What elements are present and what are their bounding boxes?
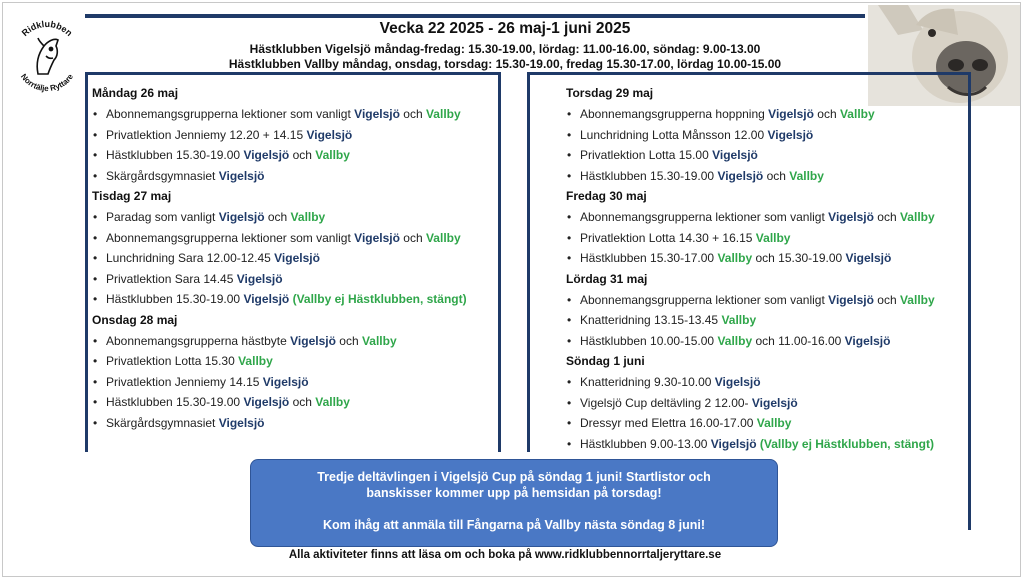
schedule-item — [92, 392, 497, 413]
location-vallby: Vallby — [315, 395, 350, 409]
location-vigelsjo: Vigelsjö — [290, 333, 336, 348]
bullet-icon: • — [567, 333, 572, 348]
left-column-left-rule — [85, 72, 88, 452]
cup-notice-box — [250, 459, 778, 547]
item-text: Paradag som vanligt — [106, 210, 219, 224]
location-vigelsjo: Vigelsjö — [243, 395, 290, 409]
item-text: Hästklubben 9.00-13.00 — [580, 436, 711, 451]
right-column-left-rule — [527, 72, 530, 452]
item-text: och — [813, 107, 840, 121]
location-vallby: Vallby — [425, 107, 461, 121]
bullet-icon: • — [93, 271, 98, 286]
item-text: Privatlektion Lotta 14.30 + 16.15 — [580, 230, 756, 245]
location-vigelsjo: Vigelsjö — [243, 148, 290, 162]
location-vigelsjo: Vigelsjö — [751, 395, 798, 410]
schedule-item — [566, 434, 966, 455]
schedule-item — [92, 248, 497, 269]
location-vigelsjo: Vigelsjö — [844, 333, 891, 348]
left-column-top-rule — [85, 72, 501, 75]
location-vigelsjo: Vigelsjö — [712, 148, 758, 162]
item-text: Privatlektion Lotta 15.30 — [106, 354, 239, 368]
location-vallby: Vallby — [717, 333, 753, 348]
location-vallby: Vallby — [755, 230, 791, 245]
left-column-right-rule — [498, 72, 501, 452]
location-vallby: Vallby — [899, 292, 935, 307]
item-text: Hästklubben 10.00-15.00 — [580, 333, 718, 348]
location-vigelsjo: Vigelsjö — [274, 251, 320, 265]
item-text: Privatlektion Jenniemy 12.20 + 14.15 — [106, 127, 307, 142]
location-vigelsjo: Vigelsjö — [845, 251, 892, 265]
item-text: Dressyr med Elettra 16.00-17.00 — [580, 416, 757, 430]
location-vallby: Vallby — [425, 230, 461, 245]
schedule-item — [566, 331, 966, 352]
location-vigelsjo: Vigelsjö — [828, 210, 874, 224]
bullet-icon: • — [567, 436, 572, 451]
bullet-icon: • — [93, 395, 98, 409]
schedule-item — [92, 104, 497, 125]
bullet-icon: • — [93, 168, 98, 183]
item-text: Hästklubben 15.30-19.00 — [106, 395, 244, 409]
item-text: Hästklubben 15.30-17.00 — [580, 251, 718, 265]
item-text: och — [873, 210, 900, 224]
location-vigelsjo: Vigelsjö — [306, 127, 353, 142]
schedule-item — [566, 290, 966, 311]
location-vallby: Vallby — [717, 251, 753, 265]
schedule-item — [92, 228, 497, 249]
location-vigelsjo: Vigelsjö — [354, 107, 400, 121]
location-vigelsjo: Vigelsjö — [354, 230, 400, 245]
schedule-item — [566, 145, 966, 166]
item-text: Hästklubben 15.30-19.00 — [106, 148, 244, 162]
schedule-item — [92, 331, 497, 352]
schedule-item — [566, 125, 966, 146]
item-text: Skärgårdsgymnasiet — [106, 168, 219, 183]
schedule-right-column — [566, 83, 966, 454]
schedule-item — [92, 207, 497, 228]
bullet-icon: • — [567, 375, 572, 389]
schedule-item — [566, 393, 966, 414]
bullet-icon: • — [93, 354, 98, 368]
location-vallby: (Vallby ej Hästklubben, stängt) — [292, 292, 467, 306]
item-text: och — [399, 230, 426, 245]
horse-head-icon — [37, 38, 58, 74]
location-vallby: Vallby — [839, 107, 875, 121]
location-vallby: Vallby — [290, 210, 326, 224]
location-vigelsjo: Vigelsjö — [767, 127, 814, 142]
item-text: och — [763, 168, 790, 183]
location-vigelsjo: Vigelsjö — [717, 168, 764, 183]
item-text: Privatlektion Sara 14.45 — [106, 271, 237, 286]
schedule-item — [566, 104, 966, 125]
bullet-icon: • — [567, 313, 572, 327]
notice-line-1: Tredje deltävlingen i Vigelsjö Cup på söndag 1 juni! Startlistor och — [317, 470, 711, 484]
item-text: Abonnemangsgrupperna hästbyte — [106, 333, 291, 348]
location-vallby: (Vallby ej Hästklubben, stängt) — [759, 436, 934, 451]
location-vigelsjo: Vigelsjö — [218, 210, 265, 224]
bullet-icon: • — [567, 210, 572, 224]
location-vallby: Vallby — [238, 354, 273, 368]
club-logo — [8, 16, 86, 94]
item-text: Abonnemangsgrupperna hoppning — [580, 107, 769, 121]
footer-website-note: Alla aktiviteter finns att läsa om och boka på www.ridklubbennorrtaljeryttare.se — [288, 549, 722, 561]
location-vallby: Vallby — [721, 313, 757, 327]
location-vallby: Vallby — [789, 168, 824, 183]
item-text: Skärgårdsgymnasiet — [106, 415, 219, 430]
bullet-icon: • — [93, 251, 98, 265]
bullet-icon: • — [93, 107, 98, 121]
top-rule — [85, 14, 865, 18]
day-heading: Måndag 26 maj — [92, 86, 179, 100]
item-text: och 15.30-19.00 — [752, 251, 846, 265]
day-heading: Tisdag 27 maj — [92, 189, 172, 203]
bullet-icon: • — [567, 148, 572, 162]
item-text: och — [335, 333, 362, 348]
location-vigelsjo: Vigelsjö — [714, 375, 761, 389]
schedule-item — [566, 413, 966, 434]
schedule-item — [566, 228, 966, 249]
item-text: och — [399, 107, 426, 121]
item-text: Abonnemangsgrupperna lektioner som vanligt — [106, 230, 355, 245]
schedule-item — [92, 351, 497, 372]
location-vigelsjo: Vigelsjö — [236, 271, 283, 286]
schedule-item — [92, 125, 497, 146]
logo-text-top: Ridklubben — [19, 18, 75, 39]
bullet-icon: • — [567, 168, 572, 183]
location-vallby: Vallby — [899, 210, 935, 224]
location-vigelsjo: Vigelsjö — [218, 415, 265, 430]
logo-text-bottom: Norrtälje Ryttare — [18, 72, 76, 94]
bullet-icon: • — [93, 292, 98, 306]
notice-line-3: Kom ihåg att anmäla till Fångarna på Vallby nästa söndag 8 juni! — [322, 518, 706, 532]
bullet-icon: • — [567, 230, 572, 245]
bullet-icon: • — [567, 292, 572, 307]
bullet-icon: • — [567, 416, 572, 430]
notice-line-2: banskisser kommer upp på hemsidan på torsdag! — [366, 486, 662, 500]
item-text: och — [289, 148, 316, 162]
location-vigelsjo: Vigelsjö — [828, 292, 874, 307]
day-heading: Söndag 1 juni — [566, 354, 645, 368]
bullet-icon: • — [93, 415, 98, 430]
schedule-item — [566, 372, 966, 393]
day-heading: Onsdag 28 maj — [92, 312, 178, 327]
bullet-icon: • — [93, 210, 98, 224]
bullet-icon: • — [93, 148, 98, 162]
bullet-icon: • — [567, 107, 572, 121]
schedule-item — [566, 310, 966, 331]
day-heading: Fredag 30 maj — [566, 189, 647, 203]
day-heading: Lördag 31 maj — [566, 271, 648, 286]
page-title: Vecka 22 2025 - 26 maj-1 juni 2025 — [379, 20, 631, 37]
location-vigelsjo: Vigelsjö — [710, 436, 757, 451]
bullet-icon: • — [567, 251, 572, 265]
day-heading: Torsdag 29 maj — [566, 86, 654, 100]
item-text: och — [289, 395, 316, 409]
item-text: och 11.00-16.00 — [752, 333, 845, 348]
item-text: Abonnemangsgrupperna lektioner som vanligt — [580, 210, 829, 224]
bullet-icon: • — [567, 127, 572, 142]
schedule-item — [566, 248, 966, 269]
item-text: Abonnemangsgrupperna lektioner som vanligt — [106, 107, 355, 121]
item-text: Privatlektion Lotta 15.00 — [580, 148, 713, 162]
schedule-item — [92, 269, 497, 290]
subtitle-vigelsjo-hours: Hästklubben Vigelsjö måndag-fredag: 15.30-19.00, lördag: 11.00-16.00, söndag: 9.00-13.00 — [249, 42, 761, 56]
schedule-item — [92, 413, 497, 434]
bullet-icon: • — [93, 374, 98, 389]
item-text: Knatteridning 9.30-10.00 — [580, 375, 715, 389]
item-text: och — [873, 292, 900, 307]
item-text: Abonnemangsgrupperna lektioner som vanligt — [580, 292, 829, 307]
item-text: Hästklubben 15.30-19.00 — [106, 292, 244, 306]
schedule-item — [92, 145, 497, 166]
schedule-left-column — [92, 83, 497, 433]
schedule-item — [566, 166, 966, 187]
right-column-top-rule — [527, 72, 971, 75]
item-text: och — [264, 210, 291, 224]
schedule-item — [92, 166, 497, 187]
item-text: Knatteridning 13.15-13.45 — [580, 313, 722, 327]
item-text: Hästklubben 15.30-19.00 — [580, 168, 718, 183]
location-vallby: Vallby — [756, 416, 792, 430]
location-vallby: Vallby — [315, 148, 350, 162]
subtitle-vallby-hours: Hästklubben Vallby måndag, onsdag, torsdag: 15.30-19.00, fredag 15.30-17.00, lördag 10.00-15.00 — [228, 57, 782, 71]
item-text: Lunchridning Lotta Månsson 12.00 — [580, 127, 768, 142]
schedule-item — [92, 372, 497, 393]
location-vigelsjo: Vigelsjö — [218, 168, 265, 183]
bullet-icon: • — [93, 127, 98, 142]
location-vigelsjo: Vigelsjö — [262, 374, 309, 389]
location-vallby: Vallby — [361, 333, 397, 348]
item-text: Vigelsjö Cup deltävling 2 12.00- — [580, 395, 752, 410]
item-text: Privatlektion Jenniemy 14.15 — [106, 374, 263, 389]
schedule-item — [92, 289, 497, 310]
bullet-icon: • — [93, 230, 98, 245]
location-vigelsjo: Vigelsjö — [243, 292, 290, 306]
location-vigelsjo: Vigelsjö — [768, 107, 814, 121]
bullet-icon: • — [567, 395, 572, 410]
right-column-right-rule — [968, 72, 971, 530]
item-text: Lunchridning Sara 12.00-12.45 — [106, 251, 275, 265]
schedule-item — [566, 207, 966, 228]
bullet-icon: • — [93, 333, 98, 348]
